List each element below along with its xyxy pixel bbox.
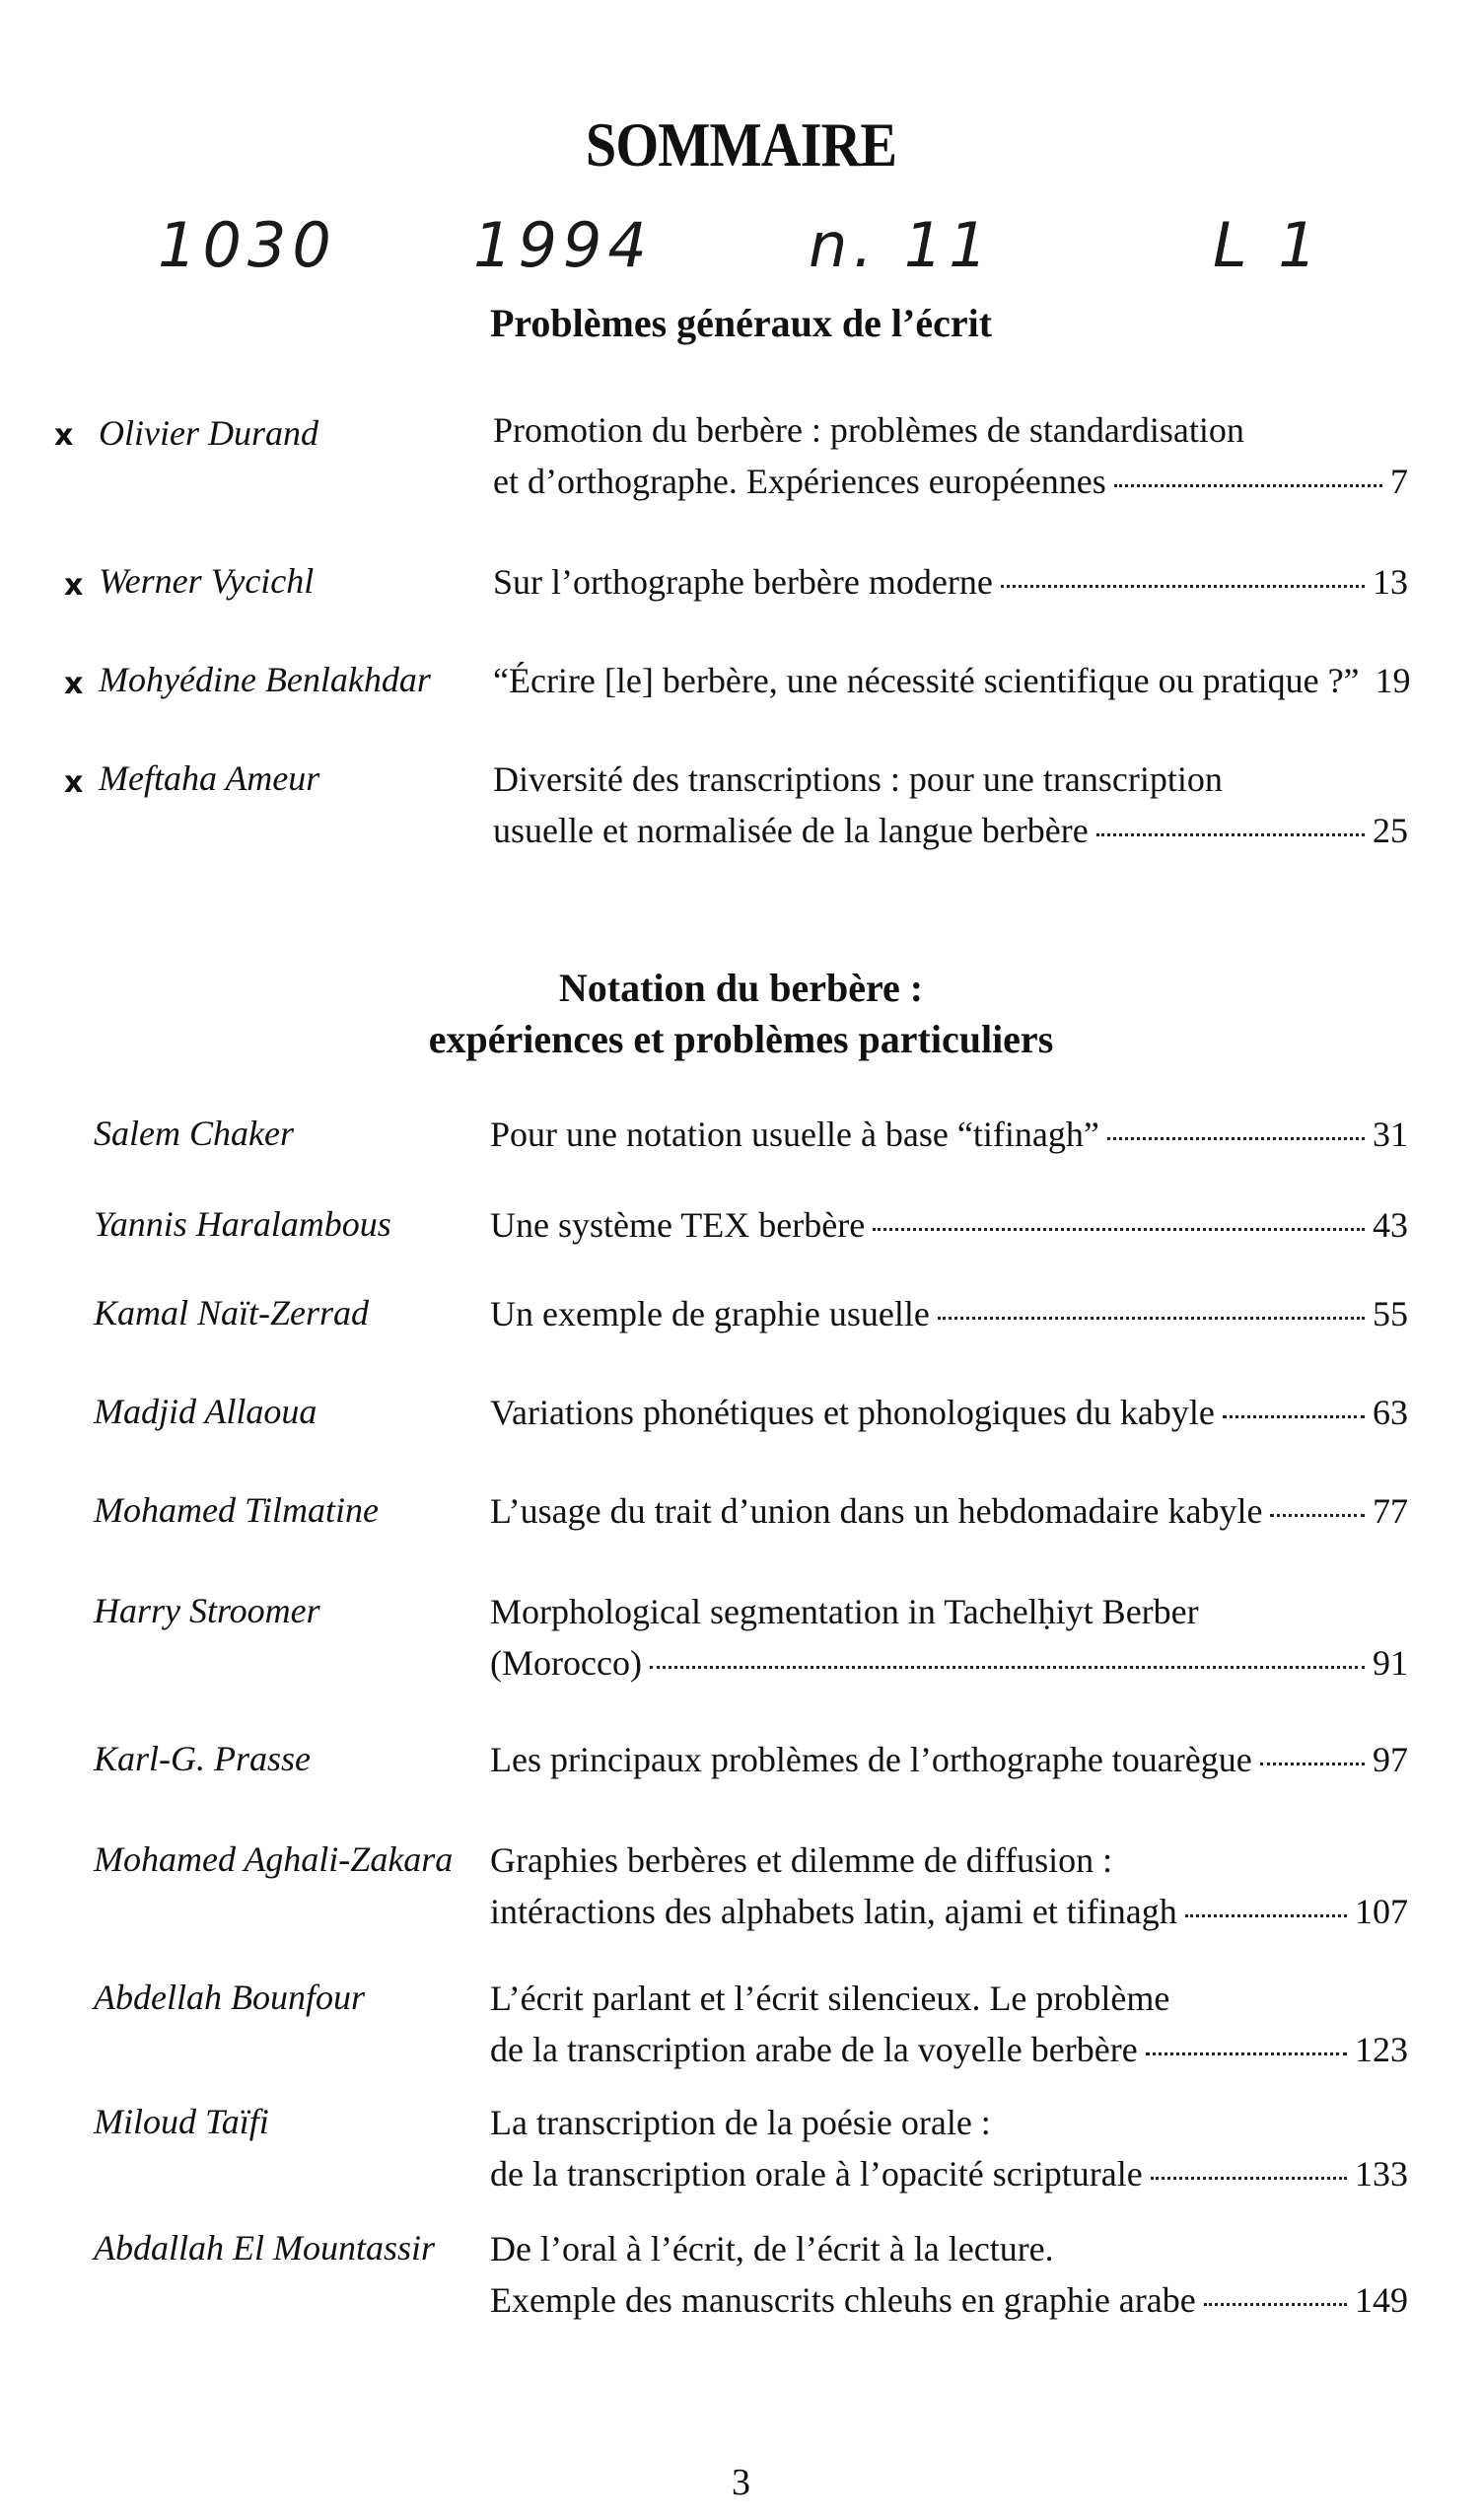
entry-page: 19 — [1375, 661, 1411, 700]
entry-title: L’écrit parlant et l’écrit silencieux. Le problème de la transcription arabe de la voyelle berbère 123 — [490, 1973, 1408, 2075]
page-number: 3 — [732, 2462, 750, 2503]
entry-author: Meftaha Ameur — [99, 758, 320, 798]
entry-author: Mohyédine Benlakhdar — [99, 660, 431, 699]
entry-title: Diversité des transcriptions : pour une transcription usuelle et normalisée de la langue berbère 25 — [493, 754, 1408, 856]
entry-title: Un exemple de graphie usuelle 55 — [490, 1288, 1408, 1339]
entry-title: Pour une notation usuelle à base “tifinagh” 31 — [490, 1109, 1408, 1160]
handwritten-note-1: 1030 — [158, 209, 337, 281]
entry-title: Promotion du berbère : problèmes de standardisation et d’orthographe. Expériences européennes 7 — [493, 404, 1408, 507]
handwritten-note-3: n. 11 — [809, 209, 994, 281]
entry-title: Morphological segmentation in Tachelḥiyt Berber (Morocco) 91 — [490, 1586, 1408, 1689]
entry-author: Werner Vycichl — [99, 561, 315, 601]
entry-author: Harry Stroomer — [94, 1591, 320, 1630]
entry-author: Karl-G. Prasse — [94, 1739, 312, 1778]
entry-author: Mohamed Tilmatine — [94, 1490, 379, 1530]
entry-author: Yannis Haralambous — [94, 1204, 391, 1244]
entry-author: Abdellah Bounfour — [94, 1978, 365, 2017]
entry-author: Mohamed Aghali-Zakara — [94, 1839, 454, 1879]
page-title: SOMMAIRE — [585, 109, 897, 180]
entry-page: 149 — [1355, 2280, 1408, 2320]
entry-author: Miloud Taïfi — [94, 2102, 269, 2141]
entry-author: Madjid Allaoua — [94, 1392, 318, 1431]
section-2-title: Notation du berbère : expériences et problèmes particuliers — [428, 966, 1054, 1061]
check-mark: x — [64, 568, 84, 603]
entry-title: La transcription de la poésie orale : de la transcription orale à l’opacité scripturale 133 — [490, 2097, 1408, 2199]
entry-author: Salem Chaker — [94, 1114, 294, 1153]
entry-page: 55 — [1373, 1294, 1408, 1333]
entry-page: 133 — [1355, 2154, 1408, 2194]
handwritten-note-2: 1994 — [473, 209, 653, 281]
entry-page: 97 — [1373, 1740, 1408, 1779]
entry-title: Graphies berbères et dilemme de diffusion : intéractions des alphabets latin, ajami et tifinagh 107 — [490, 1835, 1408, 1937]
entry-author: Abdallah El Mountassir — [94, 2228, 436, 2268]
entry-page: 77 — [1373, 1491, 1408, 1531]
entry-page: 123 — [1355, 2030, 1408, 2069]
entry-page: 107 — [1355, 1892, 1408, 1931]
check-mark: x — [64, 667, 84, 701]
entry-page: 43 — [1373, 1205, 1408, 1245]
entry-title: Une système TEX berbère 43 — [490, 1199, 1408, 1251]
handwritten-note-4: L 1 — [1213, 209, 1323, 281]
entry-title: De l’oral à l’écrit, de l’écrit à la lecture. Exemple des manuscrits chleuhs en graphie arabe 149 — [490, 2223, 1408, 2326]
section-1-title: Problèmes généraux de l’écrit — [489, 301, 993, 345]
entry-title: Sur l’orthographe berbère moderne 13 — [493, 556, 1408, 608]
entry-title: Variations phonétiques et phonologiques du kabyle 63 — [490, 1387, 1408, 1438]
entry-author: Olivier Durand — [99, 413, 318, 453]
entry-page: 7 — [1390, 462, 1408, 501]
entry-page: 25 — [1373, 811, 1408, 850]
entry-title: L’usage du trait d’union dans un hebdomadaire kabyle 77 — [490, 1485, 1408, 1537]
entry-page: 13 — [1373, 562, 1408, 602]
entry-page: 91 — [1373, 1643, 1408, 1683]
check-mark: x — [54, 418, 74, 453]
entry-page: 31 — [1373, 1115, 1408, 1154]
entry-title: “Écrire [le] berbère, une nécessité scientifique ou pratique ?” 19 — [493, 655, 1408, 706]
entry-author: Kamal Naït-Zerrad — [94, 1293, 370, 1332]
check-mark: x — [64, 765, 84, 800]
entry-title: Les principaux problèmes de l’orthographe touarègue 97 — [490, 1734, 1408, 1785]
entry-page: 63 — [1373, 1393, 1408, 1432]
